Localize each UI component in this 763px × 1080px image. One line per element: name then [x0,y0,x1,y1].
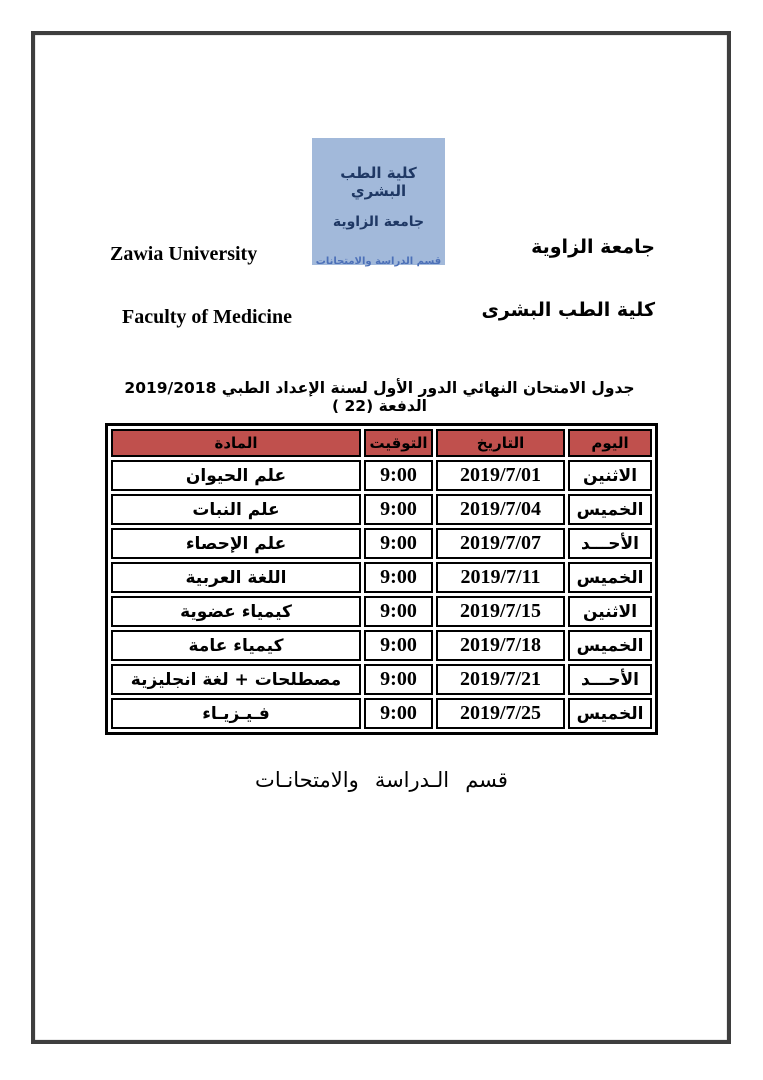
logo-faculty-name: كلية الطب البشري [340,164,417,200]
cell-date: 2019/7/15 [436,596,565,627]
cell-time: 9:00 [364,630,433,661]
cell-subject: كيمياء عضوية [111,596,361,627]
cell-subject: علم الإحصاء [111,528,361,559]
cell-subject: كيمياء عامة [111,630,361,661]
university-name-english: Zawia University [110,243,258,265]
faculty-name-english: Faculty of Medicine [122,306,292,328]
logo-department-name: قسم الدراسة والامتحانات [315,256,442,267]
cell-day: الخميس [568,630,652,661]
cell-time: 9:00 [364,698,433,729]
cell-subject: اللغة العربية [111,562,361,593]
table-row [111,494,652,525]
cell-date: 2019/7/25 [436,698,565,729]
exam-schedule-table [105,423,658,735]
cell-date: 2019/7/11 [436,562,565,593]
table-row [111,596,652,627]
university-name-arabic: جامعة الزاوية [531,236,655,258]
column-header-time: التوقيت [364,429,433,457]
cell-date: 2019/7/18 [436,630,565,661]
cell-subject: علم الحيوان [111,460,361,491]
cell-subject: مصطلحات + لغة انجليزية [111,664,361,695]
department-footer: قسم الـدراسة والامتحانـات [255,768,508,792]
logo-university-name: جامعة الزاوية [332,214,425,230]
table-header-row [111,429,652,457]
faculty-name-arabic: كلية الطب البشرى [481,299,655,321]
cell-time: 9:00 [364,528,433,559]
cell-day: الخميس [568,562,652,593]
cell-time: 9:00 [364,562,433,593]
column-header-subject: المادة [111,429,361,457]
schedule-title: جدول الامتحان النهائي الدور الأول لسنة الإعداد الطبي 2019/2018 الدفعة (22 ) [124,379,635,415]
cell-date: 2019/7/01 [436,460,565,491]
cell-day: الخميس [568,698,652,729]
cell-day: الاثنين [568,596,652,627]
table-row [111,562,652,593]
cell-subject: علم النبات [111,494,361,525]
cell-date: 2019/7/21 [436,664,565,695]
cell-time: 9:00 [364,494,433,525]
cell-time: 9:00 [364,460,433,491]
table-row [111,528,652,559]
table-row [111,698,652,729]
cell-day: الأحـــد [568,664,652,695]
column-header-date: التاريخ [436,429,565,457]
table-row [111,664,652,695]
faculty-logo [312,138,445,265]
cell-day: الاثنين [568,460,652,491]
cell-day: الأحـــد [568,528,652,559]
cell-date: 2019/7/04 [436,494,565,525]
table-row [111,460,652,491]
cell-day: الخميس [568,494,652,525]
column-header-day: اليوم [568,429,652,457]
cell-subject: فـيـزيـاء [111,698,361,729]
cell-time: 9:00 [364,664,433,695]
cell-date: 2019/7/07 [436,528,565,559]
cell-time: 9:00 [364,596,433,627]
table-row [111,630,652,661]
